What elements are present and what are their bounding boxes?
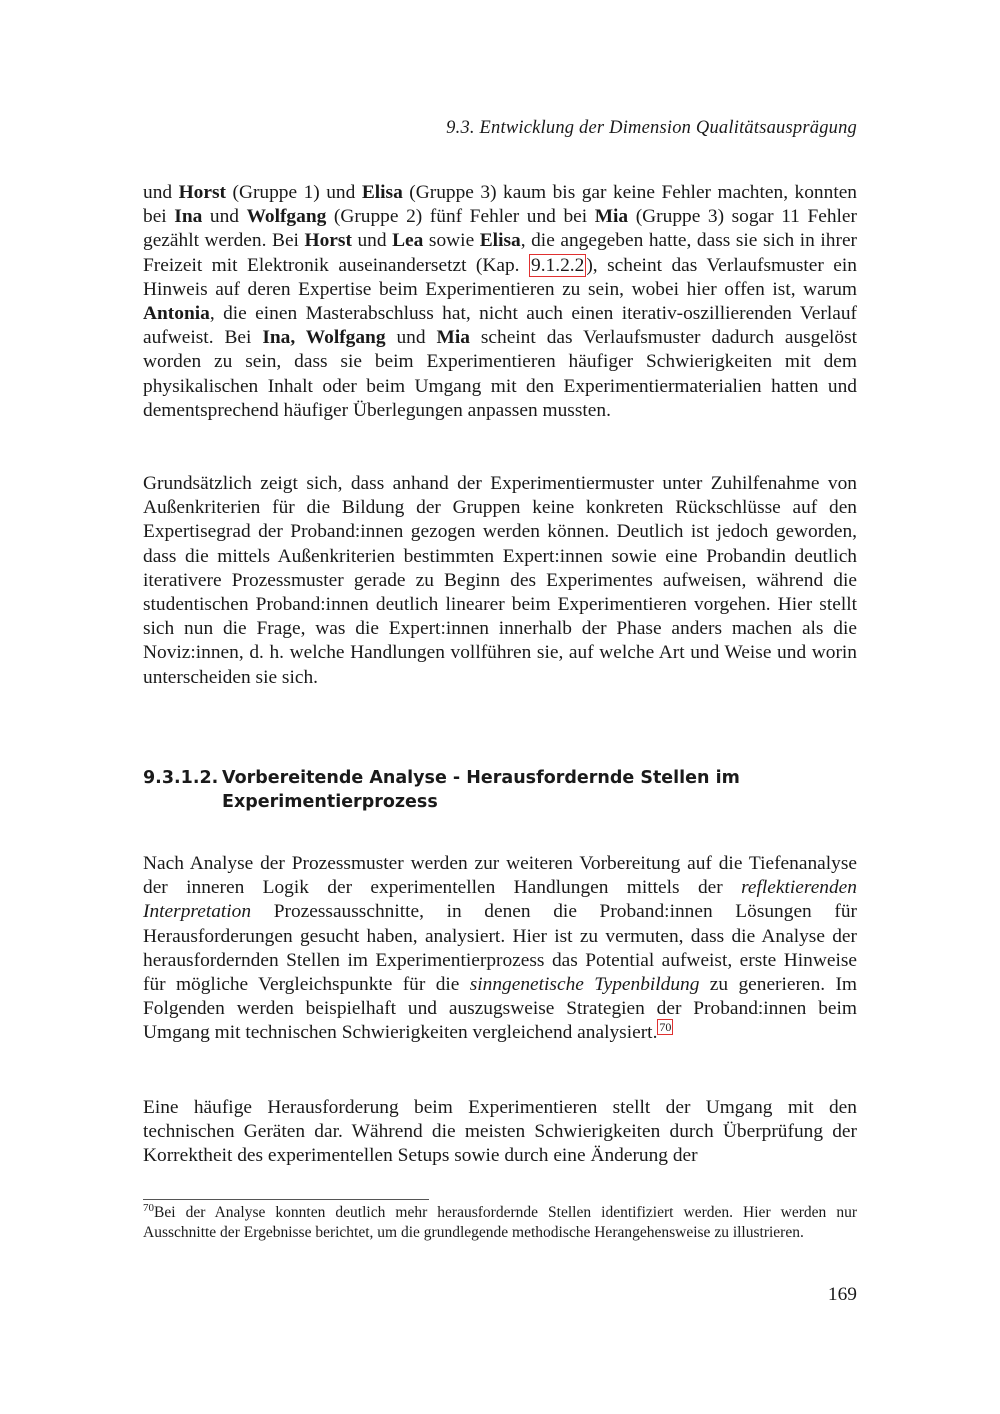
italic-term: reflektierenden Interpretation [143,877,857,923]
chapter-reference-link[interactable]: 9.1.2.2 [531,254,585,276]
text-run: , die angegeben hatte, dass sie sich in ihrer Freizeit mit Elektronik auseinandersetzt (Kap. [143,230,858,276]
name-mia: Mia [436,327,470,349]
footnote-number: 70 [143,1202,154,1214]
text-run: (Gruppe 2) fünf Fehler und bei [326,206,595,228]
paragraph-3 [143,852,857,1046]
section-number: 9.3.1.2. [143,768,219,788]
name-horst: Horst [304,230,352,252]
text-run: und [351,230,393,252]
text-run: zu generieren. Im Folgenden werden beispielhaft und auszugsweise Strategien der Proband:innen beim Umgang mit technischen Schwierigkeiten vergleichend analysiert. [143,974,858,1044]
paragraph-2: Grundsätzlich zeigt sich, dass anhand der Experimentiermuster unter Zuhilfenahme von Außenkriterien für die Bildung der Gruppen keine konkreten Rückschlüsse auf den Expertisegrad der Proband:innen gezogen werden können. Deutlich ist jedoch geworden, dass die mittels Außenkriterien bestimmten Expert:innen sowie eine Probandin deutlich iterativere Prozessmuster gerade zu Beginn des Experimentes aufweisen, während die studentischen Proband:innen deutlich linearer beim Experimentieren vorgehen. Hier stellt sich nun die Frage, was die Expert:innen innerhalb der Phase anders machen als die Noviz:innen, d. h. welche Handlungen vollführen sie, auf welche Art und Weise und worin unterscheiden sie sich. [143,473,857,688]
name-wolfgang: Wolfgang [246,206,327,228]
text-run: und [202,206,247,228]
name-mia: Mia [594,206,629,228]
page-number: 169 [827,1284,857,1305]
name-antonia: Antonia [143,303,210,325]
text-run: und [385,327,437,349]
name-elisa: Elisa [361,182,403,203]
name-ina-wolfgang: Ina, Wolfgang [262,327,386,349]
text-run: sowie [423,230,480,252]
running-header: 9.3. Entwicklung der Dimension Qualitätsausprägung [446,118,857,138]
footnote [143,1203,857,1243]
footnote-text: Bei der Analyse konnten deutlich mehr herausfordernde Stellen identifiziert werden. Hier werden nur Ausschnitte der Ergebnisse berichtet, um die grundlegende methodische Herangehensweise zu illustrieren. [143,1204,857,1241]
name-horst: Horst [178,182,226,203]
name-ina: Ina [174,206,203,228]
text-run: scheint das Verlaufsmuster dadurch ausgelöst worden zu sein, dass sie beim Experimentieren häufiger Schwierigkeiten mit dem physikalischen Inhalt oder beim Umgang mit den Experimentiermaterialien hatten und dementsprechend häufiger Überlegungen anpassen mussten. [143,327,858,421]
text-run: und [143,182,179,203]
name-elisa: Elisa [479,230,521,252]
paragraph-4: Eine häufige Herausforderung beim Experimentieren stellt der Umgang mit den technischen Geräten dar. Während die meisten Schwierigkeiten durch Überprüfung der Korrektheit des experimentellen Setups sowie durch eine Änderung der [143,1097,857,1167]
text-run: (Gruppe 3) sogar 11 Fehler gezählt werden. Bei [143,206,857,252]
text-run: , die einen Masterabschluss hat, nicht auch einen iterativ-oszillierenden Verlauf aufweist. Bei [143,303,857,349]
text-run: ), scheint das Verlaufsmuster ein Hinweis auf deren Expertise beim Experimentieren zu sein, wobei hier offen ist, warum [143,254,857,300]
italic-term: sinngenetische Typenbildung [469,974,700,996]
name-lea: Lea [392,230,424,252]
text-run: (Gruppe 3) kaum bis gar keine Fehler machten, konnten bei [143,182,858,228]
section-title: Vorbereitende Analyse - Herausfordernde Stellen im Experimentierprozess [222,768,740,812]
footnote-reference-link[interactable]: 70 [659,1020,672,1035]
paragraph-1 [143,181,857,423]
text-run: (Gruppe 1) und [225,182,362,203]
footnote-divider [143,1199,429,1200]
text-run: Prozessausschnitte, in denen die Proband:innen Lösungen für Herausforderungen gesucht haben, analysiert. Hier ist zu vermuten, dass die Analyse der herausfordernden Stellen im Experimentierprozess das Potential aufweist, erste Hinweise für mögliche Vergleichspunkte für die [143,901,857,996]
text-run: Nach Analyse der Prozessmuster werden zur weiteren Vorbereitung auf die Tiefenanalyse der inneren Logik der experimentellen Handlungen mittels der [143,853,857,899]
section-heading [143,766,857,814]
